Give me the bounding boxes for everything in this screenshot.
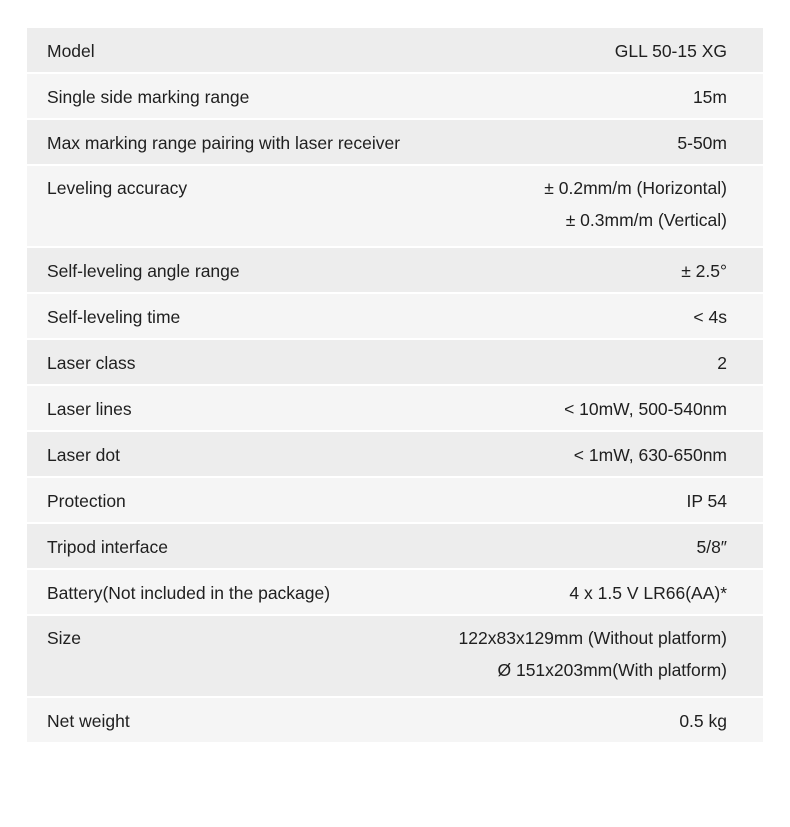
spec-value <box>686 490 727 512</box>
spec-row-max-marking-range <box>27 120 763 164</box>
spec-value <box>696 536 727 558</box>
spec-label: Laser class <box>47 353 136 373</box>
spec-row-leveling-accuracy <box>27 166 763 246</box>
spec-value-line: 15m <box>692 87 727 107</box>
spec-value <box>679 710 727 732</box>
spec-value <box>693 86 727 108</box>
spec-value-line: < 1mW, 630-650nm <box>573 445 727 465</box>
spec-label: Net weight <box>47 711 130 731</box>
spec-row-net-weight <box>27 698 763 742</box>
spec-label: Tripod interface <box>47 537 168 557</box>
spec-value <box>677 132 727 154</box>
spec-row-laser-class <box>27 340 763 384</box>
spec-label: Self-leveling angle range <box>47 261 240 281</box>
spec-value <box>544 177 727 231</box>
spec-row-battery <box>27 570 763 614</box>
spec-label: Laser dot <box>47 445 120 465</box>
spec-value-line: ± 2.5° <box>681 261 727 281</box>
spec-value-line: 122x83x129mm (Without platform) <box>458 628 727 648</box>
spec-row-size <box>27 616 763 696</box>
spec-row-protection <box>27 478 763 522</box>
spec-value-line: 2 <box>717 353 727 373</box>
spec-value-line: Ø 151x203mm(With platform) <box>497 660 727 680</box>
spec-label: Single side marking range <box>47 87 250 107</box>
spec-value-line: IP 54 <box>686 491 727 511</box>
spec-value-line: GLL 50-15 XG <box>614 41 727 61</box>
spec-value-line: ± 0.2mm/m (Horizontal) <box>544 178 727 198</box>
spec-value <box>459 627 727 681</box>
spec-value <box>615 40 727 62</box>
spec-value-line: 5-50m <box>677 133 727 153</box>
spec-value-line: ± 0.3mm/m (Vertical) <box>565 210 727 230</box>
spec-label: Protection <box>47 491 126 511</box>
spec-value <box>569 582 727 604</box>
spec-label: Leveling accuracy <box>47 178 188 198</box>
spec-value-line: < 4s <box>693 307 727 327</box>
spec-row-laser-lines <box>27 386 763 430</box>
spec-label: Max marking range pairing with laser receiver <box>47 133 401 153</box>
spec-value <box>564 398 727 420</box>
spec-row-self-leveling-angle-range <box>27 248 763 292</box>
spec-value <box>681 260 727 282</box>
spec-row-self-leveling-time <box>27 294 763 338</box>
spec-value-line: < 10mW, 500-540nm <box>564 399 727 419</box>
spec-row-tripod-interface <box>27 524 763 568</box>
spec-label: Battery(Not included in the package) <box>47 583 331 603</box>
spec-label: Self-leveling time <box>47 307 181 327</box>
spec-value <box>574 444 727 466</box>
spec-value-line: 0.5 kg <box>679 711 727 731</box>
spec-value <box>717 352 727 374</box>
spec-row-single-side-marking-range <box>27 74 763 118</box>
spec-label: Model <box>47 41 95 61</box>
spec-row-model <box>27 28 763 72</box>
spec-value-line: 5/8″ <box>696 537 727 557</box>
spec-table <box>27 28 763 742</box>
spec-label: Laser lines <box>47 399 132 419</box>
spec-label: Size <box>47 628 82 648</box>
spec-value-line: 4 x 1.5 V LR66(AA)* <box>569 583 727 603</box>
spec-row-laser-dot <box>27 432 763 476</box>
spec-value <box>693 306 727 328</box>
